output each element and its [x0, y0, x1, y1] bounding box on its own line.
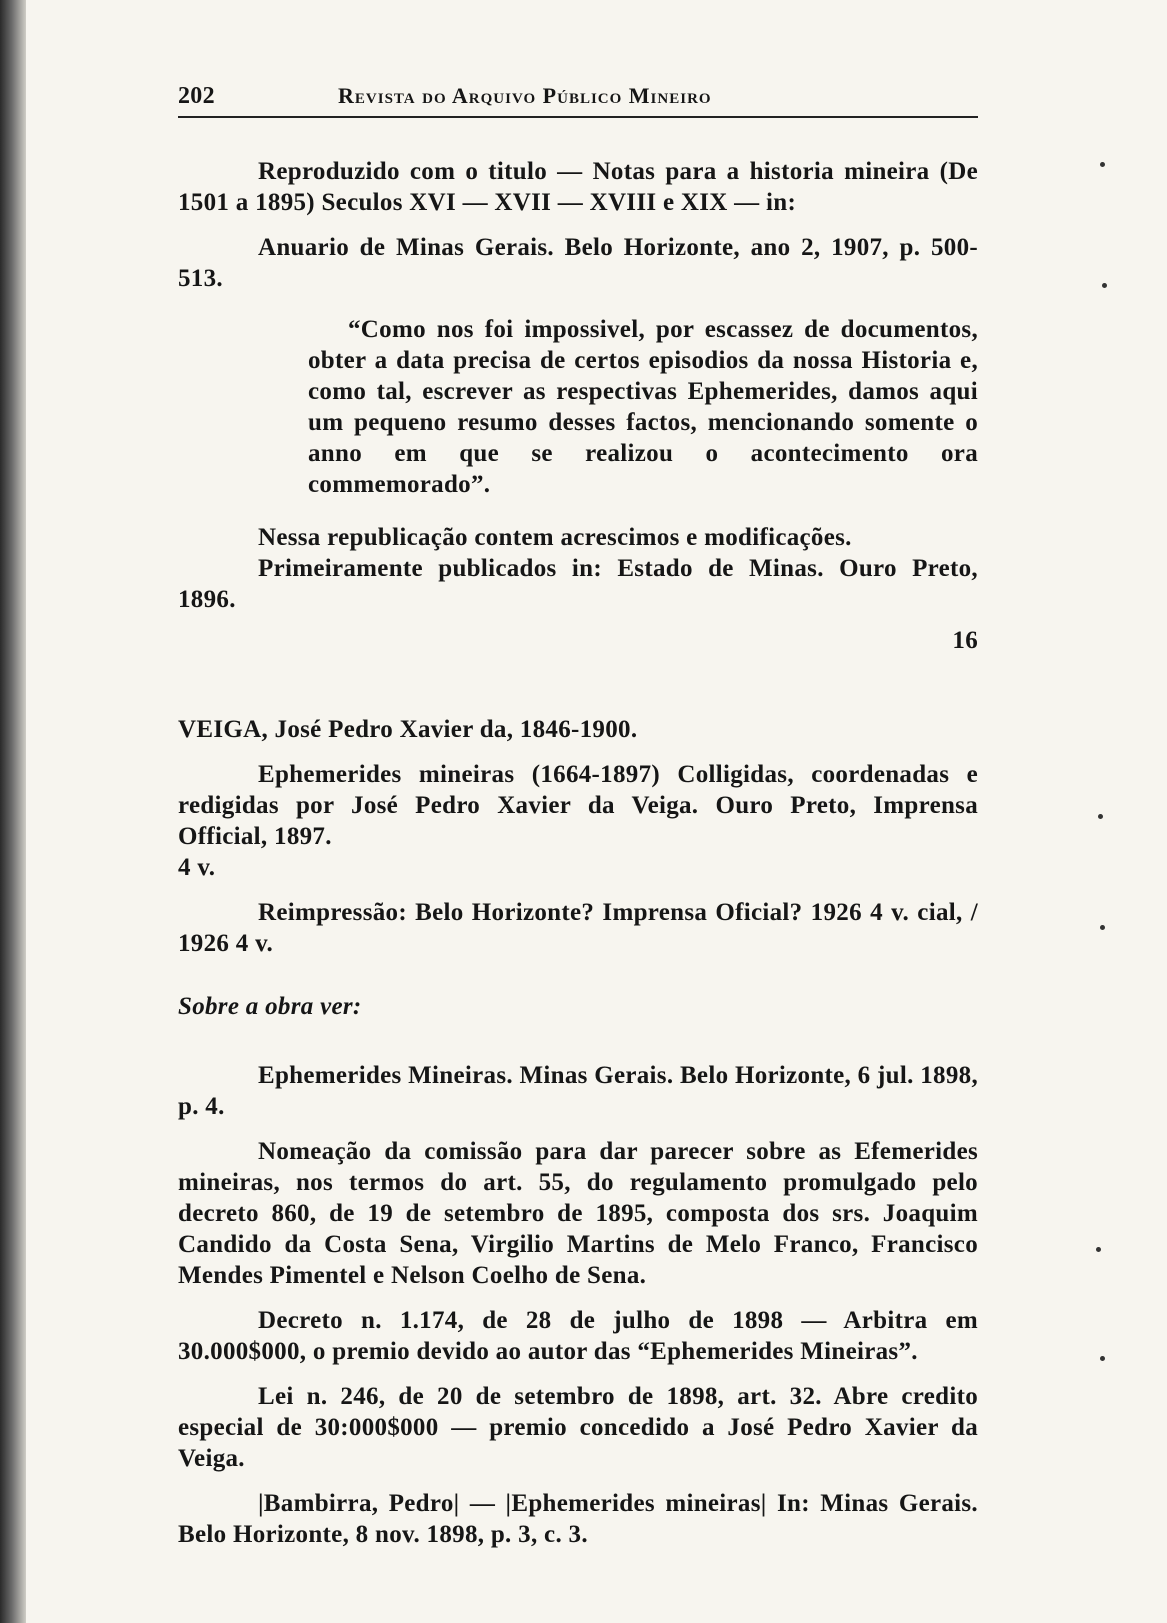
reference-item: |Bambirra, Pedro| — |Ephemerides mineiras| In: Minas Gerais. Belo Horizonte, 8 nov. 1898, p. 3, c. 3. [178, 1490, 978, 1548]
reference-item: Nomeação da comissão para dar parecer sobre as Efemerides mineiras, nos termos do art. 55, do regulamento promulgado pelo decreto 860, de 19 de setembro de 1895, composta dos srs. Joaquim Candido da Costa Sena, Virgilio Martins de Melo Franco, Francisco Mendes Pimentel e Nelson Coelho de Sena. [178, 1138, 978, 1289]
book-binding-shadow [0, 0, 26, 1623]
reference-item: Lei n. 246, de 20 de setembro de 1898, art. 32. Abre credito especial de 30:000$000 — premio concedido a José Pedro Xavier da Veiga. [178, 1383, 978, 1472]
paragraph: Primeiramente publicados in: Estado de Minas. Ouro Preto, 1896. [178, 555, 978, 613]
reference-item: Decreto n. 1.174, de 28 de julho de 1898 — Arbitra em 30.000$000, o premio devido ao autor das “Ephemerides Mineiras”. [178, 1307, 978, 1365]
page-header [178, 80, 978, 118]
running-title: Revista do Arquivo Público Mineiro [338, 83, 712, 108]
document-page [178, 80, 978, 1550]
see-also-heading: Sobre a obra ver: [178, 993, 362, 1020]
reference-item: Ephemerides Mineiras. Minas Gerais. Belo Horizonte, 6 jul. 1898, p. 4. [178, 1062, 978, 1120]
paragraph: Anuario de Minas Gerais. Belo Horizonte, ano 2, 1907, p. 500-513. [178, 234, 978, 292]
paragraph: Ephemerides mineiras (1664-1897) Colligidas, coordenadas e redigidas por José Pedro Xavier da Veiga. Ouro Preto, Imprensa Official, 1897. [178, 761, 978, 850]
entry-author: VEIGA, José Pedro Xavier da, 1846-1900. [178, 716, 638, 743]
paragraph: Reimpressão: Belo Horizonte? Imprensa Oficial? 1926 4 v. cial, / 1926 4 v. [178, 899, 978, 957]
volume-count: 4 v. [178, 854, 216, 881]
entry-number: 16 [952, 627, 978, 654]
block-quote: “Como nos foi impossivel, por escassez de documentos, obter a data precisa de certos episodios da nossa Historia e, como tal, escrever as respectivas Ephemerides, damos aqui um pequeno resumo desses factos, mencionando somente o anno em que se realizou o acontecimento ora commemorado”. [308, 316, 978, 498]
paragraph: Nessa republicação contem acrescimos e modificações. [258, 524, 852, 551]
paragraph: Reproduzido com o titulo — Notas para a historia mineira (De 1501 a 1895) Seculos XVI — XVII — XVIII e XIX — in: [178, 158, 978, 216]
page-number: 202 [178, 83, 215, 109]
